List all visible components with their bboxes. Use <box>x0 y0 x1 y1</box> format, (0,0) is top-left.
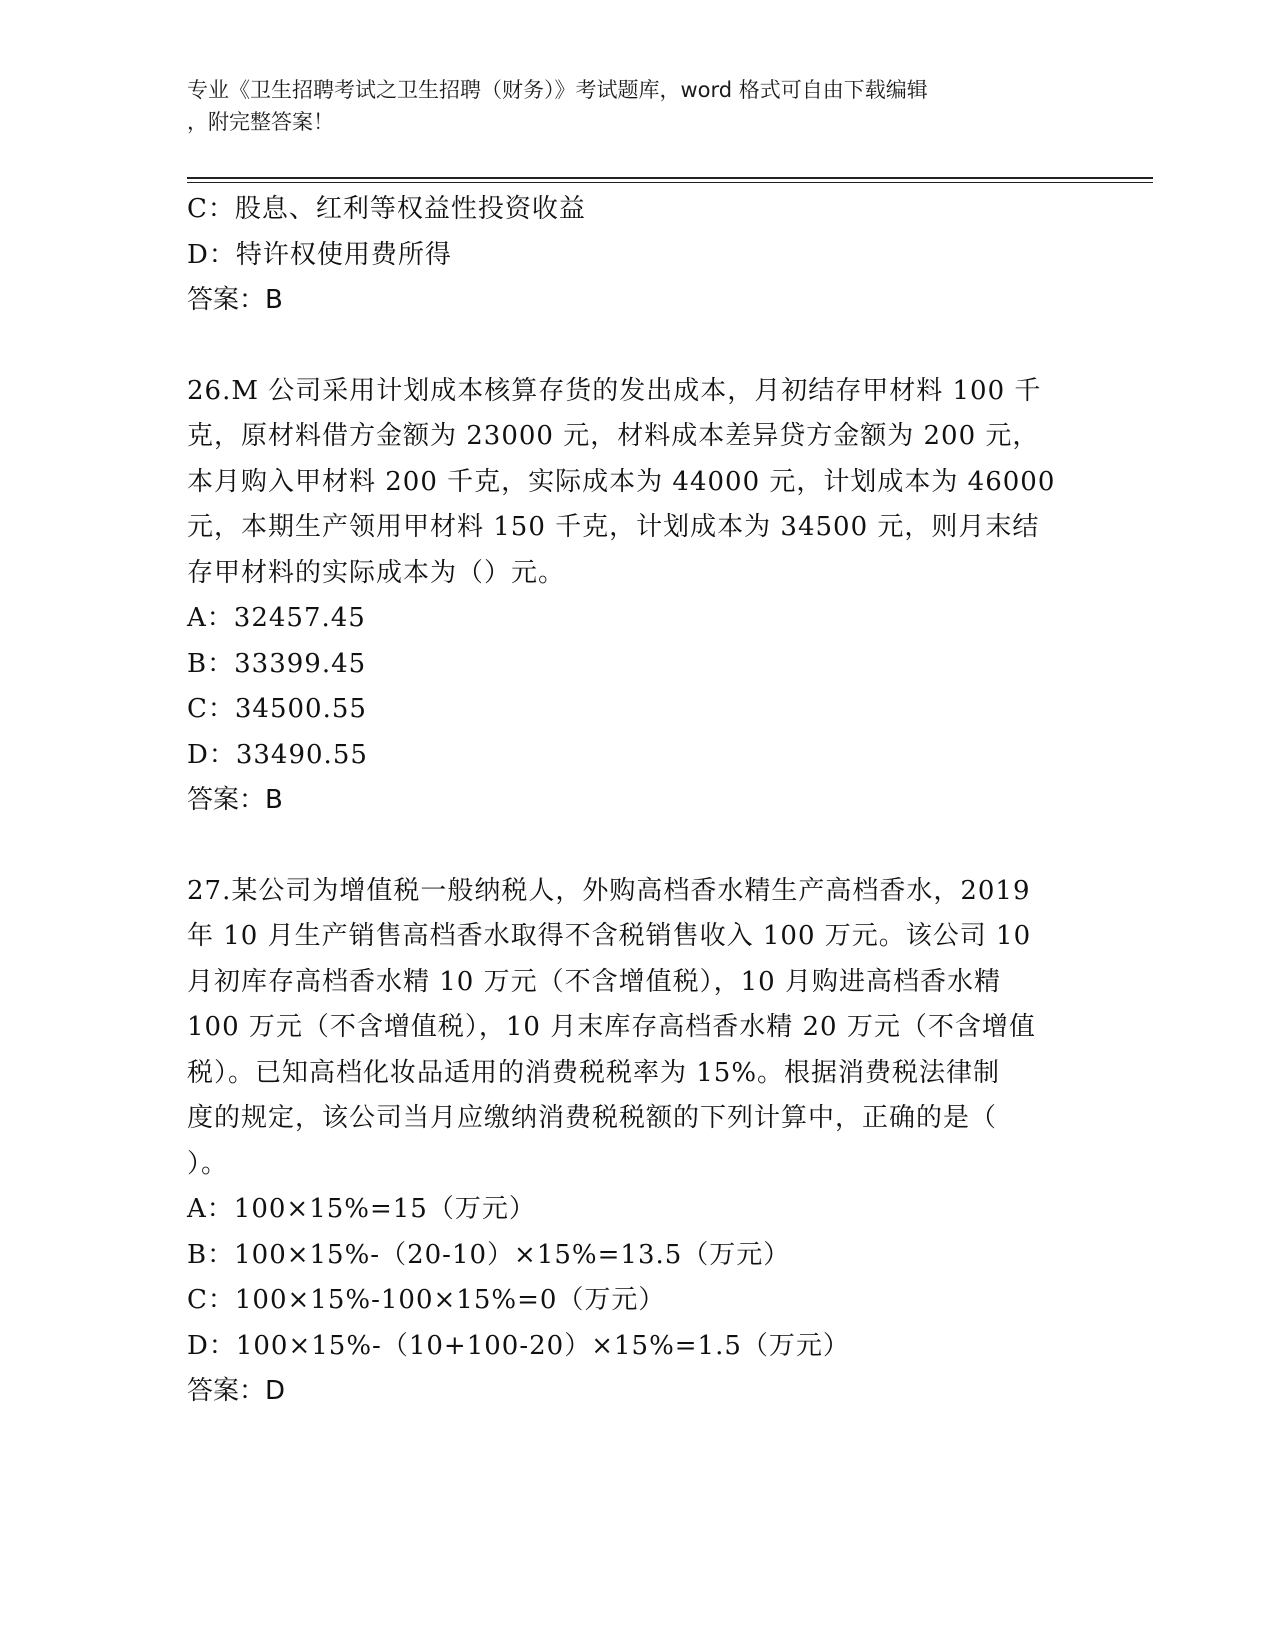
question-gap <box>187 824 1087 869</box>
question-27-stem-line-2: 年 10 月生产销售高档香水取得不含税销售收入 100 万元。该公司 10 <box>187 921 1032 951</box>
question-26 <box>187 369 1087 824</box>
previous-question-tail <box>187 187 1087 324</box>
question-26-stem-line-2: 克，原材料借方金额为 23000 元，材料成本差异贷方金额为 200 元， <box>187 421 1040 451</box>
header-title-line-2: ，附完整答案！ <box>187 110 334 134</box>
option-b: B：100×15%-（20-10）×15%=13.5（万元） <box>187 1239 791 1270</box>
question-content <box>187 187 1087 1415</box>
question-gap <box>187 324 1087 369</box>
option-c: C：34500.55 <box>187 694 367 724</box>
answer-line: 答案：B <box>187 785 283 815</box>
answer-line: 答案：D <box>187 1376 286 1406</box>
question-26-stem-line-5: 存甲材料的实际成本为（）元。 <box>187 557 566 588</box>
question-26-stem-line-4: 元，本期生产领用甲材料 150 千克，计划成本为 34500 元，则月末结 <box>187 512 1040 542</box>
header-title-line-1: 专业《卫生招聘考试之卫生招聘（财务）》考试题库，word 格式可自由下载编辑 <box>187 78 928 102</box>
option-c: C：股息、红利等权益性投资收益 <box>187 194 586 224</box>
option-a: A：100×15%=15（万元） <box>187 1194 536 1224</box>
question-27-stem-line-6: 度的规定，该公司当月应缴纳消费税税额的下列计算中，正确的是（ <box>187 1103 998 1133</box>
question-27-stem-line-5: 税）。已知高档化妆品适用的消费税税率为 15%。根据消费税法律制 <box>187 1057 1001 1088</box>
question-27-stem-line-3: 月初库存高档香水精 10 万元（不含增值税），10 月购进高档香水精 <box>187 966 1001 997</box>
header-divider-thick <box>187 177 1153 179</box>
question-26-stem-line-3: 本月购入甲材料 200 千克，实际成本为 44000 元，计划成本为 46000 <box>187 466 1056 497</box>
option-d: D：特许权使用费所得 <box>187 239 452 270</box>
question-27 <box>187 869 1087 1415</box>
option-c: C：100×15%-100×15%=0（万元） <box>187 1285 666 1315</box>
header-divider-thin <box>187 182 1153 183</box>
document-header <box>187 74 1087 138</box>
question-27-stem-line-4: 100 万元（不含增值税），10 月末库存高档香水精 20 万元（不含增值 <box>187 1012 1036 1042</box>
option-d: D：100×15%-（10+100-20）×15%=1.5（万元） <box>187 1330 850 1361</box>
question-27-stem-line-7: ）。 <box>187 1148 229 1179</box>
option-b: B：33399.45 <box>187 648 367 679</box>
option-d: D：33490.55 <box>187 739 368 770</box>
question-26-stem-line-1: 26.M 公司采用计划成本核算存货的发出成本，月初结存甲材料 100 千 <box>187 375 1042 406</box>
question-27-stem-line-1: 27.某公司为增值税一般纳税人，外购高档香水精生产高档香水，2019 <box>187 875 1031 906</box>
option-a: A：32457.45 <box>187 603 366 633</box>
answer-line: 答案：B <box>187 285 283 315</box>
